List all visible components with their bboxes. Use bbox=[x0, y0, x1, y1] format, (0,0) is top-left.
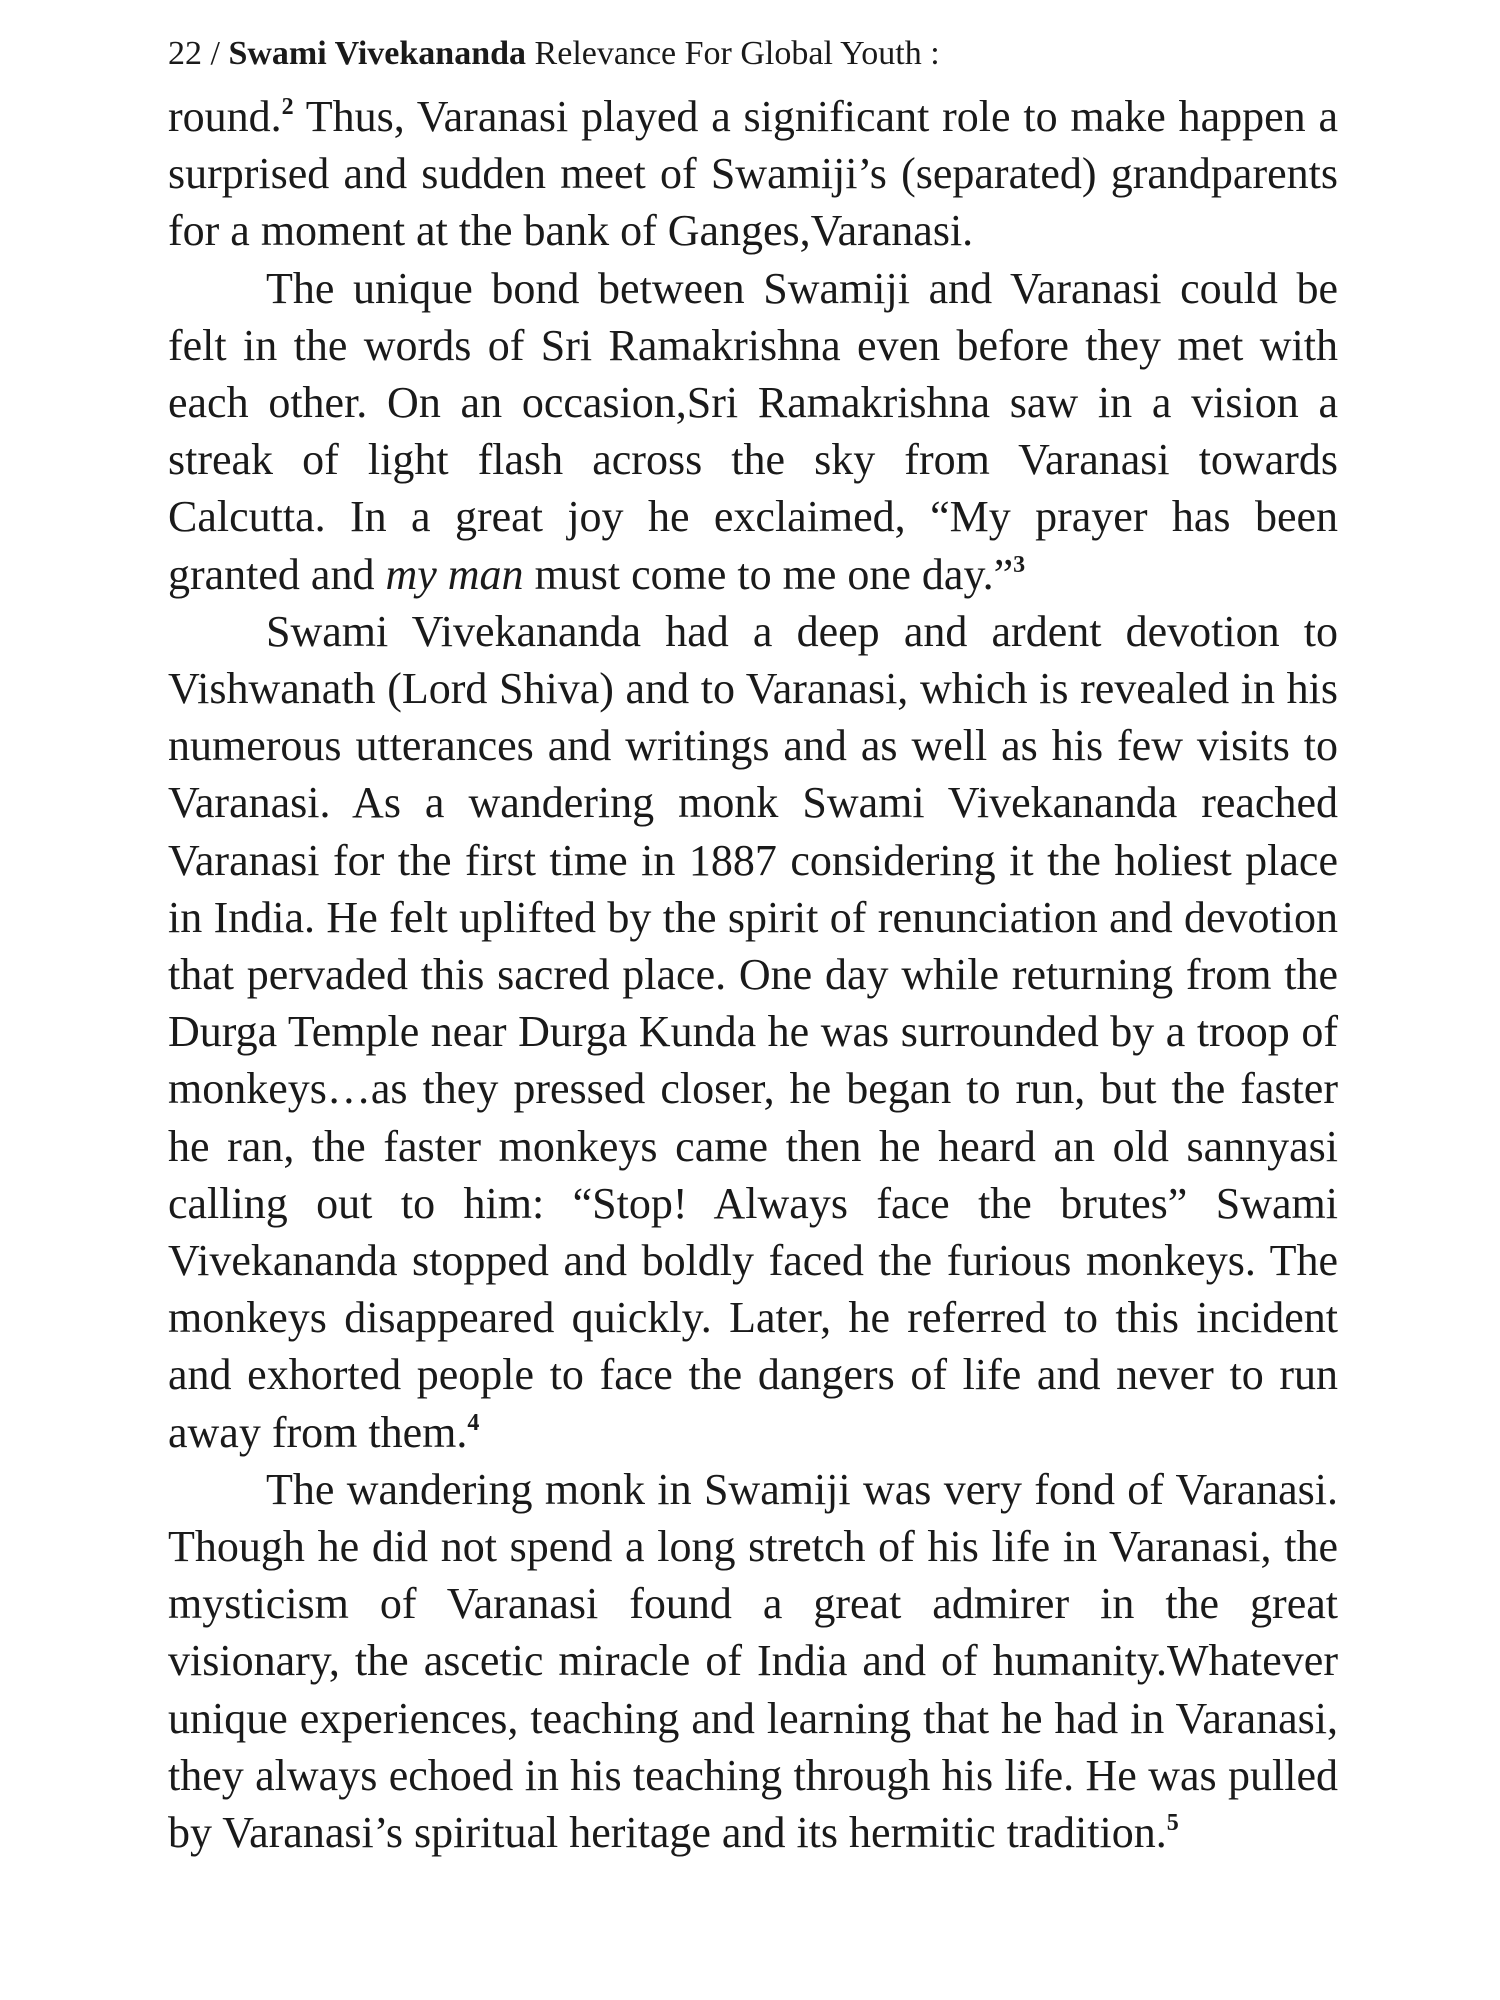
footnote-marker-5: 5 bbox=[1166, 1810, 1179, 1837]
paragraph-3 bbox=[168, 603, 1338, 1461]
body-text bbox=[168, 88, 1338, 1861]
paragraph-text: round. bbox=[168, 92, 282, 141]
running-head bbox=[168, 32, 1348, 76]
paragraph-2 bbox=[168, 260, 1338, 603]
paragraph-text: The unique bond between Swamiji and Varanasi could be felt in the words of Sri Ramakrishna even before they met with each other. On an occasion,Sri Ramakrishna saw in a vision a streak of light flash across the sky from Varanasi towards Calcutta. In a great joy he exclaimed, “My prayer has been granted and bbox=[168, 263, 1338, 599]
paragraph-text: The wandering monk in Swamiji was very fond of Varanasi. Though he did not spend a long stretch of his life in Varanasi, the mysticism of Varanasi found a great admirer in the great visionary, the ascetic miracle of India and of humanity.Whatever unique experiences, teaching and learning that he had in Varanasi, they always echoed in his teaching through his life. He was pulled by Varanasi’s spiritual heritage and its hermitic tradition. bbox=[168, 1464, 1338, 1858]
book-title: Swami Vivekananda bbox=[228, 35, 527, 72]
paragraph-4 bbox=[168, 1461, 1338, 1861]
running-head-separator: / bbox=[202, 35, 229, 72]
paragraph-text: Thus, Varanasi played a significant role to make happen a surprised and sudden meet of Swamiji’s (separated) grandparents for a moment at the bank of Ganges,Varanasi. bbox=[168, 92, 1338, 256]
paragraph-1 bbox=[168, 88, 1338, 260]
page-number: 22 bbox=[168, 35, 202, 72]
footnote-marker-3: 3 bbox=[1013, 551, 1026, 578]
book-subtitle: Relevance For Global Youth : bbox=[526, 35, 940, 72]
paragraph-text: must come to me one day.” bbox=[523, 549, 1014, 599]
footnote-marker-2: 2 bbox=[281, 94, 294, 120]
italic-phrase: my man bbox=[385, 549, 524, 599]
paragraph-text: Swami Vivekananda had a deep and ardent devotion to Vishwanath (Lord Shiva) and to Varanasi, which is revealed in his numerous utterances and writings and as well as his few visits to Varanasi. As a wandering monk Swami Vivekananda reached Varanasi for the first time in 1887 considering it the holiest place in India. He felt uplifted by the spirit of renunciation and devotion that pervaded this sacred place. One day while returning from the Durga Temple near Durga Kunda he was surrounded by a troop of monkeys…as they pressed closer, he began to run, but the faster he ran, the faster monkeys came then he heard an old sannyasi calling out to him: “Stop! Always face the brutes” Swami Vivekananda stopped and boldly faced the furious monkeys. The monkeys disappeared quickly. Later, he referred to this incident and exhorted people to face the dangers of life and never to run away from them. bbox=[168, 606, 1338, 1457]
footnote-marker-4: 4 bbox=[467, 1409, 480, 1436]
